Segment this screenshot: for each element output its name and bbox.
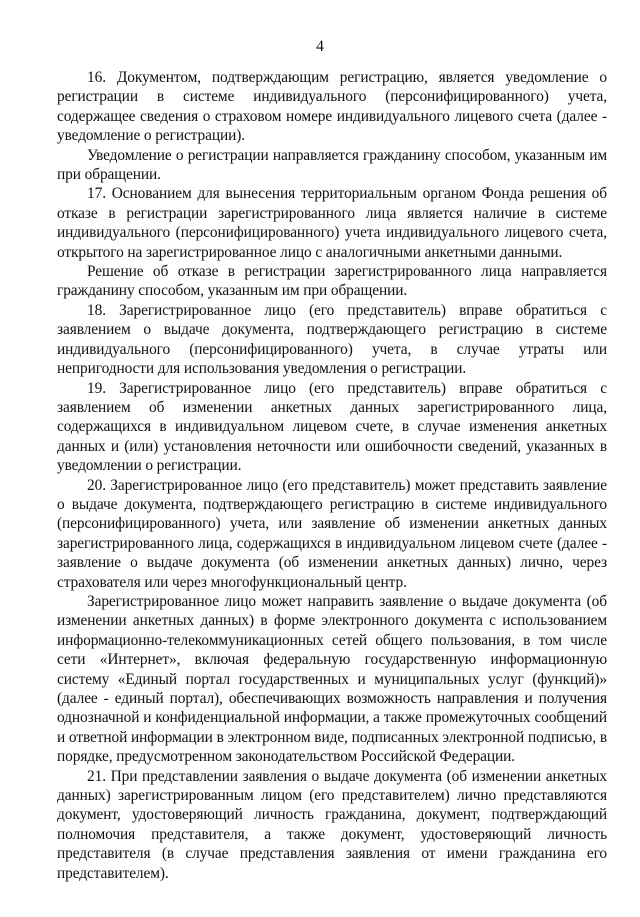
paragraph-21: 21. При представлении заявления о выдаче документа (об изменении анкетных данных) зарегистрированным лицом (его представителем) лично представляются документ, удостоверяющий личность гражданина, документ, подтверждающий полномочия представителя, а также документ, удостоверяющий личность представителя (в случае представления заявления от имени гражданина его представителем). — [57, 767, 607, 882]
paragraph-17-refusal: Решение об отказе в регистрации зарегистрированного лица направляется гражданину способом, указанным им при обращении. — [57, 263, 607, 300]
paragraph-16-notice: Уведомление о регистрации направляется гражданину способом, указанным им при обращении. — [57, 146, 607, 184]
paragraph-19: 19. Зарегистрированное лицо (его представитель) вправе обратиться с заявлением об изменении анкетных данных зарегистрированного лица, содержащихся в индивидуальном лицевом счете, в случае изменения анкетных данных и (или) установления неточности или ошибочности сведений, указанных в уведомлении о регистрации. — [57, 379, 607, 475]
document-body — [57, 68, 607, 883]
paragraph-20: 20. Зарегистрированное лицо (его представитель) может представить заявление о выдаче документа, подтверждающего регистрацию в системе индивидуального (персонифицированного) учета, или заявление об изменении анкетных данных зарегистрированного лица, содержащихся в индивидуальном лицевом счете (далее - заявление о выдаче документа (об изменении анкетных данных) лично, через страхователя или через многофункциональный центр. — [57, 476, 607, 591]
paragraph-16: 16. Документом, подтверждающим регистрацию, является уведомление о регистрации в системе индивидуального (персонифицированного) учета, содержащее сведения о страховом номере индивидуального лицевого счета (далее - уведомление о регистрации). — [57, 69, 607, 145]
paragraph-17: 17. Основанием для вынесения территориальным органом Фонда решения об отказе в регистрации зарегистрированного лица является наличие в системе индивидуального (персонифицированного) учета индивидуального лицевого счета, открытого на зарегистрированное лицо с аналогичными анкетными данными. — [57, 185, 607, 261]
paragraph-18: 18. Зарегистрированное лицо (его представитель) вправе обратиться с заявлением о выдаче документа, подтверждающего регистрацию в системе индивидуального (персонифицированного) учета, в случае утраты или непригодности для использования уведомления о регистрации. — [57, 301, 607, 378]
page-number: 4 — [316, 38, 324, 55]
paragraph-20-electronic: Зарегистрированное лицо может направить заявление о выдаче документа (об изменении анкетных данных) в форме электронного документа с использованием информационно-телекоммуникационных сетей общего пользования, в том числе сети «Интернет», включая федеральную государственную информационную систему «Единый портал государственных и муниципальных услуг (функций)» (далее - единый портал), обеспечивающих возможность направления и получения однозначной и конфиденциальной информации, а также промежуточных сообщений и ответной информации в электронном виде, подписанных электронной подписью, в порядке, предусмотренном законодательством Российской Федерации. — [57, 592, 607, 766]
